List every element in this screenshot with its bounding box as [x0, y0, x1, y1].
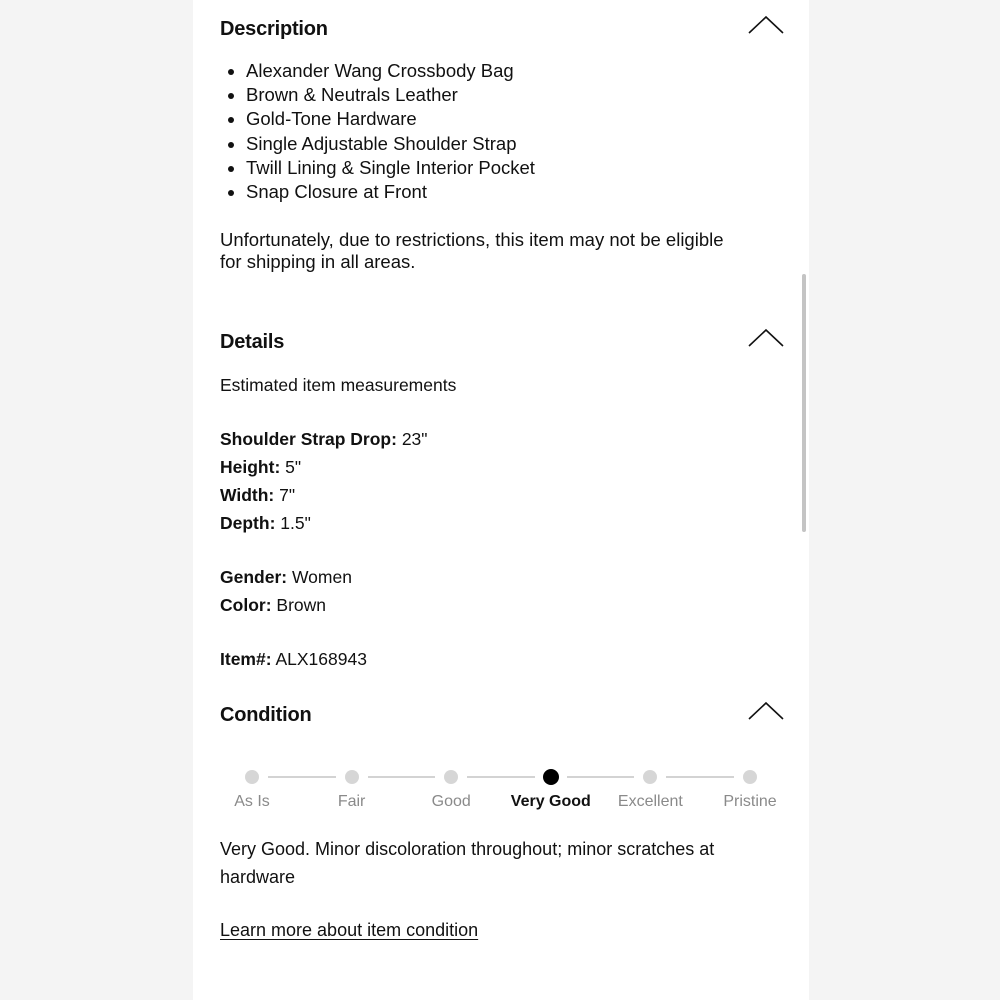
chevron-up-icon[interactable] [747, 12, 785, 36]
condition-level-label[interactable]: Pristine [723, 793, 777, 810]
list-item: • Single Adjustable Shoulder Strap [246, 132, 786, 156]
description-header[interactable] [220, 12, 785, 52]
condition-dot[interactable] [444, 770, 458, 784]
shipping-notice-line: Unfortunately, due to restrictions, this item may not be eligible [220, 229, 724, 250]
gender-value: Women [291, 567, 352, 587]
condition-dot[interactable] [245, 770, 259, 784]
list-item: • Snap Closure at Front [246, 180, 786, 204]
color-row [220, 594, 326, 616]
color-value: Brown [276, 595, 327, 615]
measurement-value: 23" [401, 429, 428, 449]
product-details-panel [193, 0, 809, 1000]
condition-scale [220, 762, 790, 812]
description-bullet-list [220, 59, 786, 204]
condition-level-label[interactable]: As Is [234, 793, 270, 810]
shipping-notice [220, 229, 780, 273]
gender-label: Gender: [220, 567, 288, 587]
measurement-label: Width: [220, 485, 275, 505]
measurement-value: 1.5" [280, 513, 311, 533]
list-item: • Brown & Neutrals Leather [246, 83, 786, 107]
chevron-up-icon[interactable] [747, 325, 785, 349]
item-number-value: ALX168943 [275, 649, 367, 669]
gender-row [220, 566, 352, 588]
condition-level-label[interactable]: Excellent [617, 793, 683, 810]
description-title: Description [220, 18, 328, 40]
list-item: • Twill Lining & Single Interior Pocket [246, 156, 786, 180]
condition-note-line: Very Good. Minor discoloration throughout; minor scratches at [220, 839, 715, 859]
measurement-label: Depth: [220, 513, 276, 533]
condition-dot[interactable] [643, 770, 657, 784]
condition-title: Condition [220, 704, 312, 726]
measurement-value: 5" [285, 457, 302, 477]
measurement-label: Shoulder Strap Drop: [220, 429, 397, 449]
scale-connector [368, 776, 436, 778]
shipping-notice-line: for shipping in all areas. [220, 251, 416, 272]
measurement-label: Height: [220, 457, 281, 477]
list-item: • Alexander Wang Crossbody Bag [246, 59, 786, 83]
learn-more-condition-link[interactable]: Learn more about item condition [220, 920, 479, 940]
scale-connector [467, 776, 535, 778]
condition-note-line: hardware [220, 867, 296, 887]
condition-note [220, 835, 780, 891]
item-number-row [220, 648, 367, 670]
condition-dot[interactable] [743, 770, 757, 784]
condition-dot[interactable] [345, 770, 359, 784]
scale-connector [666, 776, 734, 778]
details-subtitle: Estimated item measurements [220, 375, 457, 395]
details-title: Details [220, 331, 285, 353]
condition-level-label[interactable]: Good [431, 793, 471, 810]
details-header[interactable] [220, 325, 785, 365]
chevron-up-icon[interactable] [747, 698, 785, 722]
scale-connector [567, 776, 635, 778]
measurement-row [220, 456, 301, 478]
color-label: Color: [220, 595, 272, 615]
condition-header[interactable] [220, 698, 785, 738]
measurement-row [220, 428, 428, 450]
measurement-row [220, 512, 311, 534]
list-item: • Gold-Tone Hardware [246, 107, 786, 131]
measurement-row [220, 484, 295, 506]
scale-connector [268, 776, 336, 778]
condition-level-label[interactable]: Fair [337, 793, 366, 810]
measurement-value: 7" [279, 485, 296, 505]
item-number-label: Item#: [220, 649, 272, 669]
condition-dot[interactable] [543, 769, 559, 785]
scrollbar[interactable] [802, 274, 806, 532]
condition-level-label[interactable]: Very Good [510, 793, 591, 810]
